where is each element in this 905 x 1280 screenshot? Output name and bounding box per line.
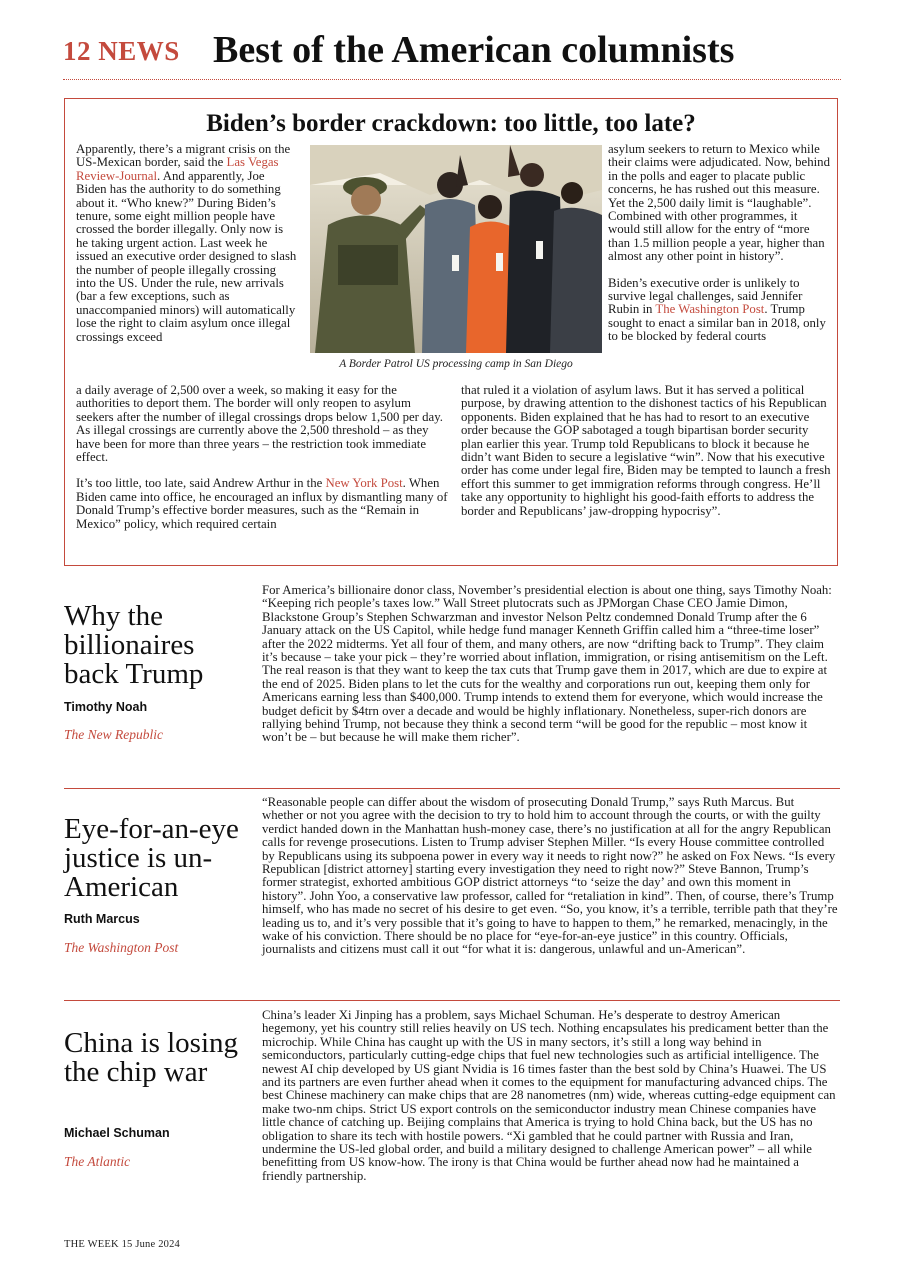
column-divider — [64, 1000, 840, 1001]
column-headline: Eye-for-an-eye justice is un-American — [64, 813, 239, 903]
column-publication: The New Republic — [64, 727, 163, 742]
column-headline: China is losing the chip war — [64, 1027, 239, 1088]
column-headline: Why the billionaires back Trump — [64, 600, 204, 690]
column-body: For America’s billionaire donor class, November’s presidential election is about one thing, says Timothy Noah: “Keeping rich people’s taxes low.” Wall Street plutocrats such as JPMorgan Chase CEO Jamie Dimon, Blackstone Group’s Stephen Schwarzman and investor Nelson Peltz condemned Donald Trump after the 6 January attack on the US Capitol, while hedge fund manager Kenneth Griffin called him a “three-time loser” after the 2022 midterms. Yet all four of them, and many others, are now “drifting back to Trump”. They claim it’s because – take your pick – they’re worried about inflation, immigration, or rising antisemitism on the Left. The real reason is that they want to keep the tax cuts that Trump gave them in 2017, which are due to expire at the end of 2025. Biden plans to let the cuts for the wealthy and corporations run out, keeping them only for Americans earning less than $400,000. Trump intends to extend them for everyone, which would increase the budget deficit by $4trn over a decade and would be highly inflationary. Nonetheless, super-rich donors are rallying behind Trump, not because they think a second term “will be good for the republic – most know it won’t be – but because he will make them richer”. — [262, 583, 832, 745]
border-patrol-photo — [310, 145, 602, 353]
page-footer: THE WEEK 15 June 2024 — [64, 1239, 180, 1250]
section-number: 12 NEWS — [63, 36, 180, 66]
column-divider — [64, 788, 840, 789]
source-new-york-post: New York Post — [325, 476, 403, 491]
photo-caption: A Border Patrol US processing camp in San Diego — [339, 358, 573, 370]
column-publication: The Washington Post — [64, 940, 179, 955]
column-author: Michael Schuman — [64, 1126, 170, 1140]
column-body: “Reasonable people can differ about the wisdom of prosecuting Donald Trump,” says Ruth Marcus. But whether or not you agree with the decision to try to hold him to account through the courts, or with the guilty verdict handed down in the Manhattan hush-money case, there’s no justification at all for the angry Republican calls for revenge prosecutions. Listen to Trump adviser Stephen Miller. “Is every House committee controlled by Republicans using its subpoena power in every way it needs to right now?” he asked on Fox News. “Is every Republican [district attorney] starting every investigation they need to right now?” Steve Bannon, Trump’s former strategist, exhorted ambitious GOP district attorneys “to ‘seize the day’ and own this moment in history”. John Yoo, a conservative law professor, called for “retaliation in kind”. Then, of course, there’s Trump himself, who has made no secret of his desire to get even. “So, you know, it’s a terrible, terrible path that they’re leading us to, and it’s very possible that it’s going to have to happen to them,” he remarked, menacingly, in the wake of his conviction. There should be no place for “eye-for-an-eye justice” in this country. Officials, journalists and citizens must call it out “for what it is: dangerous, unlawful and un-American”. — [262, 795, 838, 957]
column-author: Timothy Noah — [64, 700, 148, 714]
header-divider — [63, 79, 841, 80]
feature-col1-top: Apparently, there’s a migrant crisis on the US-Mexican border, said the Las Vegas Review-Journal. And apparently, Joe Biden has the authority to do something about it. “Who knew?” During Biden’s tenure, some eight million people have crossed the border illegally. Only now is he taking urgent action. Last week he issued an executive order designed to slash the number of people illegally crossing into the US. Under the rule, new arrivals (bar a few exceptions, such as unaccompanied minors) will automatically lose the right to claim asylum once illegal crossings exceed — [76, 142, 297, 344]
feature-title: Biden’s border crackdown: too little, too late? — [206, 110, 696, 137]
source-las-vegas-review-journal: Las Vegas Review-Journal — [76, 155, 279, 183]
column-author: Ruth Marcus — [64, 912, 140, 926]
feature-col2-top: asylum seekers to return to Mexico while their claims were adjudicated. Now, behind in the polls and eager to placate public concerns, he has rushed out this measure. Yet the 2,500 daily limit is “laughable”. Combined with other programmes, it would still allow for the entry of “more than 1.5 million people a year, higher than almost any other point in history”. Biden’s executive order is unlikely to survive legal challenges, said Jennifer Rubin in The Washington Post. Trump sought to enact a similar ban in 2018, only to be blocked by federal courts — [608, 142, 830, 344]
column-publication: The Atlantic — [64, 1154, 131, 1169]
photo-illustration — [310, 145, 602, 353]
page-title: Best of the American columnists — [213, 29, 735, 71]
page-header — [63, 29, 843, 78]
feature-col2-bottom: that ruled it a violation of asylum laws. But it has served a political purpose, by drawing attention to the dishonest tactics of his Republican opponents. Biden explained that he has had to resort to an executive order because the GOP sabotaged a tough bipartisan border security plan earlier this year. Trump told Republicans to block it because he didn’t want Biden to secure a legislative “win”. Now that his executive order has come under legal fire, Biden may be tempted to launch a fresh effort this summer to get immigration reforms through congress. He’ll take any opportunity to highlight his good-faith efforts to address the border and Republicans’ jaw-dropping hypocrisy”. — [461, 383, 831, 518]
source-washington-post: The Washington Post — [655, 302, 765, 317]
feature-col1-bottom: a daily average of 2,500 over a week, so making it easy for the authorities to deport them. The border will only reopen to asylum seekers after the number of illegal crossings drops below 1,500 per day. As illegal crossings are currently above the 2,500 threshold – as they have been for more than three years – the restriction took immediate effect. It’s too little, too late, said Andrew Arthur in the New York Post. When Biden came into office, he encouraged an influx by dismantling many of Donald Trump’s effective border measures, such as the “Remain in Mexico” policy, which required certain — [76, 383, 448, 531]
column-body: China’s leader Xi Jinping has a problem, says Michael Schuman. He’s desperate to destroy American hegemony, yet his country still relies heavily on US tech. Nothing encapsulates his predicament better than the microchip. While China has caught up with the US in many sectors, it’s still a long way behind in semiconductors, particularly cutting-edge chips that fuel new technologies such as artificial intelligence. The newest AI chip developed by US giant Nvidia is 16 times faster than the best sold by China’s Huawei. The US and its partners are even further ahead when it comes to the equipment for manufacturing advanced chips. The best Chinese machinery can make chips that are 28 nanometres (nm) wide, whereas cutting-edge equipment can make two-nm chips. Strict US export controls on the semiconductor industry mean Chinese companies have little chance of catching up. Beijing complains that America is trying to hold China back, but the US has no obligation to share its tech with hostile powers. “Xi gambled that he could partner with Russia and Iran, undermine the US-led global order, and build a military designed to challenge American power” – all while benefitting from US know-how. The irony is that China would be further ahead now had he maintained a friendly partnership. — [262, 1008, 836, 1183]
